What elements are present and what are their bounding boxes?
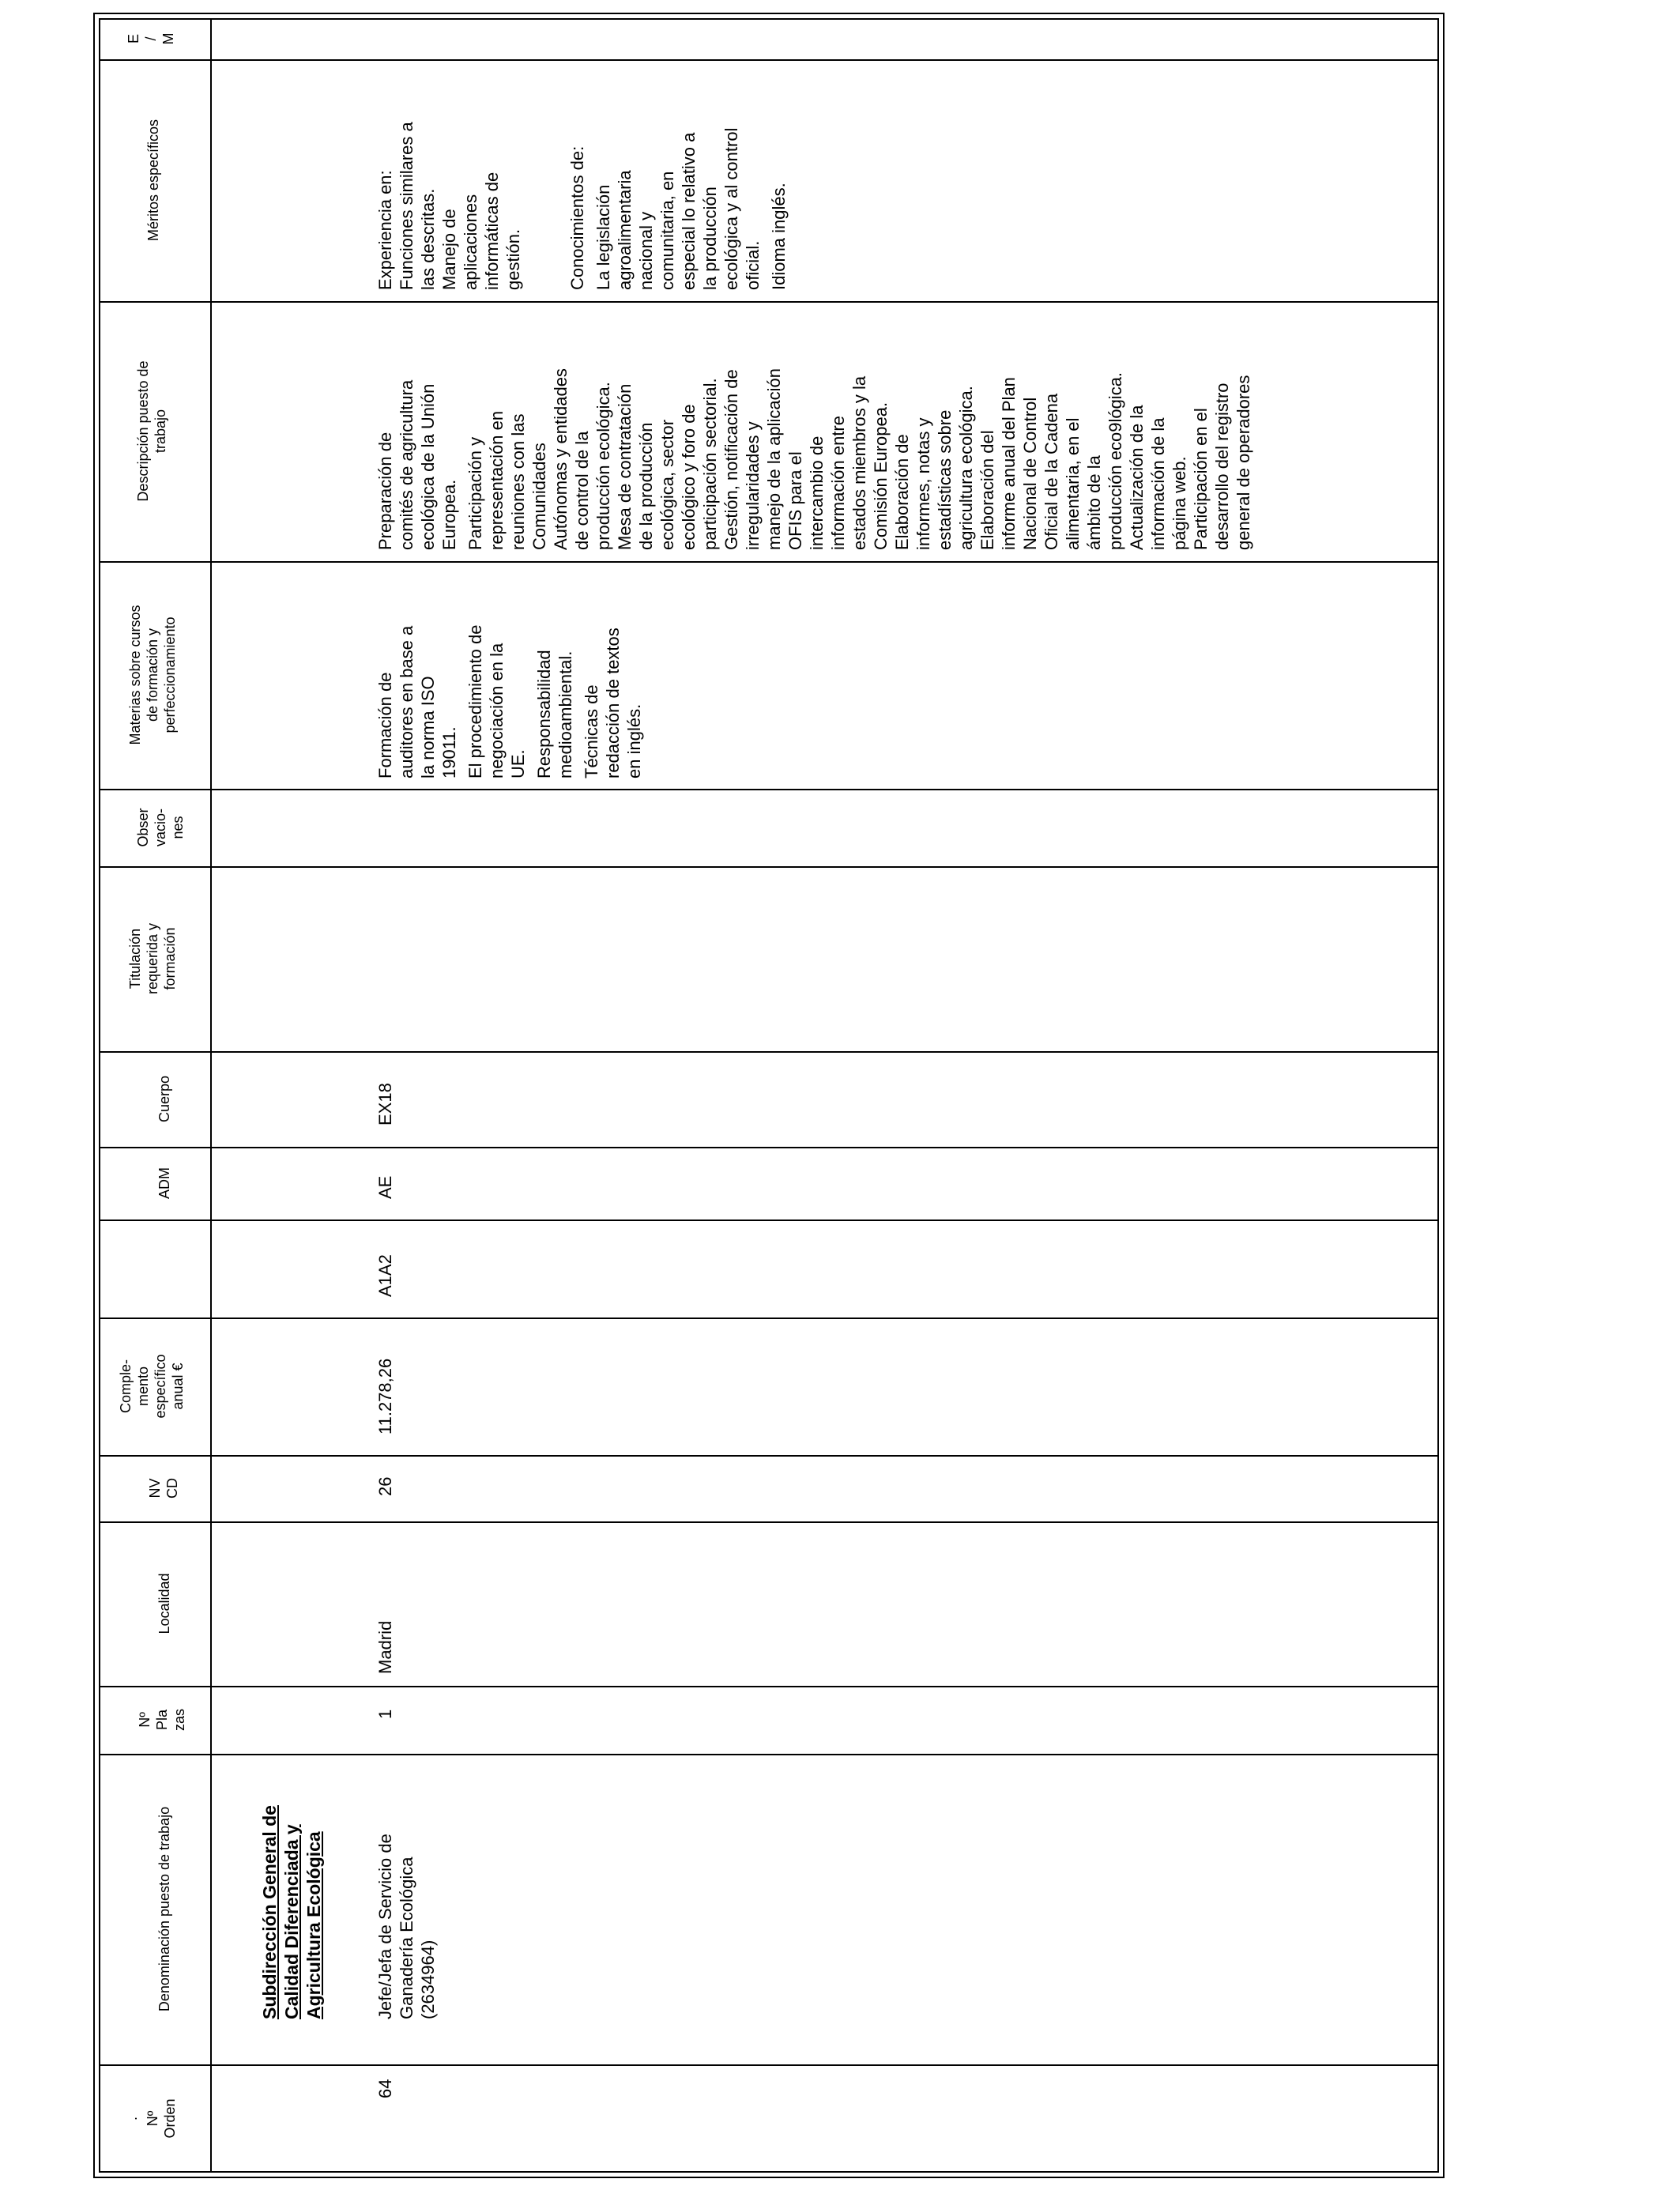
header-descripcion-line: Descripción puesto de bbox=[135, 360, 151, 502]
descripcion-item bbox=[465, 316, 614, 550]
descripcion-line: OFIS para el bbox=[785, 451, 805, 550]
meritos-line: informáticas de bbox=[482, 172, 502, 290]
header-descripcion-line: trabajo bbox=[153, 409, 168, 454]
materias-item bbox=[375, 573, 460, 778]
cell-adm bbox=[375, 1159, 396, 1199]
meritos-line: oficial. bbox=[743, 240, 763, 290]
descripcion-line: Actualización de la bbox=[1127, 405, 1147, 550]
descripcion-line: Europea. bbox=[439, 479, 459, 550]
section-title-line: Calidad Diferenciada y bbox=[281, 1824, 302, 2019]
col-sep-materias bbox=[99, 789, 1439, 790]
descripcion-line: de la producción bbox=[636, 422, 656, 550]
descripcion-item bbox=[375, 316, 460, 550]
meritos-line: Experiencia en: bbox=[375, 170, 395, 290]
materias-line: en inglés. bbox=[624, 703, 644, 778]
descripcion-line: irregularidades y bbox=[743, 421, 763, 550]
cell-nivel bbox=[375, 1457, 396, 1496]
denominacion-line: Ganadería Ecológica bbox=[397, 1857, 416, 2019]
meritos-item bbox=[593, 61, 763, 290]
header-titulacion-line: requerida y bbox=[145, 922, 160, 995]
meritos-line: La legislación bbox=[593, 184, 613, 290]
denominacion-line: Jefe/Jefa de Servicio de bbox=[375, 1834, 395, 2019]
cell-grupo bbox=[375, 1234, 396, 1297]
col-sep-meritos bbox=[99, 301, 1439, 303]
meritos-line: las descritas. bbox=[418, 188, 438, 290]
descripcion-line: Oficial de la Cadena bbox=[1042, 393, 1061, 550]
header-meritos bbox=[145, 59, 162, 301]
descripcion-line: estados miembros y la bbox=[849, 375, 869, 550]
descripcion-item bbox=[1190, 316, 1254, 550]
plazas-value: 1 bbox=[375, 1709, 395, 1719]
materias-line: negociación en la bbox=[487, 643, 507, 778]
meritos-line: ecológica y al control bbox=[721, 127, 741, 290]
materias-line: 19011. bbox=[439, 726, 459, 778]
header-adm bbox=[156, 1147, 173, 1220]
descripcion-line: página web. bbox=[1170, 456, 1189, 550]
cell-meritos bbox=[375, 61, 789, 290]
descripcion-line: comités de agricultura bbox=[397, 379, 416, 550]
meritos-line: Funciones similares a bbox=[397, 122, 416, 290]
col-sep-adm bbox=[99, 1220, 1439, 1221]
materias-line: UE. bbox=[508, 749, 528, 778]
descripcion-item bbox=[977, 316, 1126, 550]
descripcion-line: alimentaria, en el bbox=[1063, 417, 1083, 550]
descripcion-line: información de la bbox=[1148, 417, 1168, 550]
col-sep-cuerpo bbox=[99, 1147, 1439, 1148]
header-plazas-line: zas bbox=[171, 1709, 187, 1732]
descripcion-line: ecológica, sector bbox=[657, 419, 677, 550]
col-sep-nivel bbox=[99, 1521, 1439, 1523]
descripcion-line: información entre bbox=[828, 416, 848, 550]
descripcion-line: de control de la bbox=[572, 431, 592, 550]
header-localidad bbox=[156, 1521, 173, 1686]
header-materias bbox=[126, 561, 179, 789]
meritos-line: aplicaciones bbox=[461, 194, 480, 290]
descripcion-line: Mesa de contratación bbox=[615, 383, 635, 550]
header-orden bbox=[126, 2064, 179, 2173]
descripcion-line: informe anual del Plan bbox=[999, 377, 1019, 550]
descripcion-line: producción ecológica. bbox=[593, 382, 613, 550]
header-plazas bbox=[136, 1686, 188, 1754]
descripcion-line: agricultura ecológica. bbox=[956, 386, 976, 550]
descripcion-item bbox=[614, 316, 721, 550]
header-complemento-line: anual € bbox=[170, 1363, 186, 1410]
header-meritos-line: Méritos específicos bbox=[145, 119, 161, 242]
descripcion-line: manejo de la aplicación bbox=[764, 368, 784, 550]
col-sep-localidad bbox=[99, 1686, 1439, 1687]
descripcion-item bbox=[891, 316, 977, 550]
meritos-item bbox=[439, 61, 524, 290]
meritos-line: Conocimientos de: bbox=[567, 145, 587, 290]
meritos-line: Manejo de bbox=[439, 209, 459, 290]
orden-value: 64 bbox=[375, 2079, 395, 2098]
header-divider bbox=[210, 18, 212, 2173]
descripcion-line: participación sectorial. bbox=[700, 378, 720, 550]
header-denominacion bbox=[156, 1754, 173, 2064]
denominacion-line: (2634964) bbox=[418, 1940, 438, 2019]
descripcion-line: estadísticas sobre bbox=[935, 409, 955, 550]
descripcion-line: Elaboración de bbox=[892, 434, 912, 550]
cell-materias bbox=[375, 573, 645, 778]
descripcion-line: Participación y bbox=[465, 436, 485, 550]
col-sep-complemento bbox=[99, 1455, 1439, 1457]
header-em-line: / bbox=[143, 36, 159, 41]
meritos-line: comunitaria, en bbox=[657, 171, 677, 290]
section-title-line: Agricultura Ecológica bbox=[303, 1831, 324, 2019]
materias-line: la norma ISO bbox=[418, 676, 438, 778]
header-complemento-line: mento bbox=[135, 1366, 151, 1407]
cell-localidad bbox=[375, 1595, 396, 1674]
descripcion-line: Participación en el bbox=[1191, 408, 1211, 550]
cell-plazas bbox=[375, 1687, 396, 1719]
cell-cuerpo bbox=[375, 1070, 396, 1125]
header-observaciones-line: Obser bbox=[135, 808, 151, 847]
header-titulacion bbox=[126, 866, 179, 1051]
meritos-item bbox=[396, 61, 439, 290]
col-sep-observaciones bbox=[99, 866, 1439, 868]
meritos-line: Idioma inglés. bbox=[769, 183, 789, 290]
header-localidad-line: Localidad bbox=[156, 1573, 172, 1634]
descripcion-line: Autónomas y entidades bbox=[551, 368, 571, 550]
materias-line: El procedimiento de bbox=[465, 624, 485, 778]
cuerpo-value: EX18 bbox=[375, 1083, 395, 1125]
header-plazas-line: Nº bbox=[137, 1712, 153, 1728]
adm-value: AE bbox=[375, 1175, 395, 1199]
descripcion-line: representación en bbox=[487, 410, 507, 550]
complemento-value: 11.278,26 bbox=[375, 1358, 395, 1434]
header-materias-line: perfeccionamiento bbox=[162, 616, 178, 733]
meritos-spacer bbox=[524, 61, 567, 290]
materias-line: Formación de bbox=[375, 672, 395, 778]
materias-item bbox=[465, 573, 529, 778]
materias-item bbox=[581, 573, 645, 778]
descripcion-line: Elaboración del bbox=[977, 430, 997, 550]
header-orden-line: Orden bbox=[162, 2098, 178, 2139]
header-titulacion-line: Titulación bbox=[127, 928, 143, 990]
header-complemento-line: específico bbox=[153, 1354, 168, 1419]
descripcion-line: general de operadores bbox=[1234, 375, 1253, 550]
cell-descripcion bbox=[375, 316, 1254, 550]
descripcion-line: Comunidades bbox=[529, 443, 549, 550]
header-em-line: M bbox=[160, 32, 176, 45]
nivel-value: 26 bbox=[375, 1476, 395, 1496]
materias-line: auditores en base a bbox=[397, 625, 416, 778]
materias-line: medioambiental. bbox=[556, 650, 575, 778]
descripcion-line: Nacional de Control bbox=[1020, 397, 1040, 550]
header-nivel-line: NV bbox=[147, 1478, 163, 1498]
header-nivel-line: CD bbox=[164, 1478, 180, 1498]
section-title bbox=[258, 1751, 325, 2019]
descripcion-line: Preparación de bbox=[375, 432, 395, 550]
header-observaciones bbox=[134, 789, 186, 866]
header-orden-line: Nº bbox=[145, 2110, 160, 2127]
descripcion-line: producción eco9lógica. bbox=[1106, 371, 1125, 550]
meritos-item bbox=[567, 61, 588, 290]
meritos-line: la producción bbox=[700, 187, 720, 290]
header-materias-line: Materias sobre cursos bbox=[127, 605, 143, 745]
header-cuerpo-line: Cuerpo bbox=[156, 1075, 172, 1123]
header-em-line: E bbox=[126, 34, 141, 44]
header-descripcion bbox=[134, 301, 169, 561]
meritos-item bbox=[375, 61, 396, 290]
localidad-value: Madrid bbox=[375, 1620, 395, 1674]
section-title-line: Subdirección General de bbox=[259, 1805, 280, 2019]
meritos-line: gestión. bbox=[503, 228, 523, 290]
descripcion-line: ámbito de la bbox=[1084, 455, 1104, 550]
meritos-item bbox=[768, 61, 789, 290]
col-sep-titulacion bbox=[99, 1051, 1439, 1053]
header-denominacion-line: Denominación puesto de trabajo bbox=[156, 1806, 172, 2012]
meritos-line: especial lo relativo a bbox=[679, 132, 699, 290]
descripcion-line: ecológico y foro de bbox=[679, 404, 699, 550]
descripcion-line: ecológica de la Unión bbox=[418, 383, 438, 550]
descripcion-line: desarrollo del registro bbox=[1212, 383, 1232, 550]
col-sep-denominacion bbox=[99, 2064, 1439, 2066]
descripcion-line: Gestión, notificación de bbox=[721, 369, 741, 550]
materias-line: redacción de textos bbox=[603, 628, 623, 778]
header-adm-line: ADM bbox=[156, 1167, 172, 1199]
meritos-line: nacional y bbox=[636, 211, 656, 290]
header-observaciones-line: vacio- bbox=[153, 809, 168, 847]
cell-orden bbox=[375, 2051, 396, 2098]
materias-line: Responsabilidad bbox=[534, 650, 554, 778]
header-cuerpo bbox=[156, 1051, 173, 1147]
header-em bbox=[125, 18, 177, 59]
grupo-value: A1A2 bbox=[375, 1254, 395, 1297]
col-sep-descripcion bbox=[99, 561, 1439, 563]
header-complemento bbox=[117, 1318, 186, 1455]
descripcion-line: Comisión Europea. bbox=[871, 401, 891, 550]
descripcion-line: informes, notas y bbox=[913, 417, 933, 550]
header-plazas-line: Pla bbox=[154, 1710, 170, 1731]
cell-complemento bbox=[375, 1324, 396, 1434]
materias-item bbox=[533, 573, 576, 778]
header-observaciones-line: nes bbox=[170, 816, 186, 839]
descripcion-item bbox=[721, 316, 891, 550]
header-nivel bbox=[146, 1455, 181, 1521]
header-titulacion-line: formación bbox=[162, 927, 178, 990]
header-orden-line: · bbox=[127, 2116, 143, 2121]
header-materias-line: de formación y bbox=[145, 628, 160, 722]
descripcion-line: intercambio de bbox=[807, 435, 827, 550]
descripcion-item bbox=[1126, 316, 1190, 550]
col-sep-gr bbox=[99, 1318, 1439, 1319]
cell-denominacion bbox=[375, 1751, 439, 2019]
materias-line: Técnicas de bbox=[582, 684, 601, 778]
meritos-line: agroalimentaria bbox=[615, 170, 635, 290]
descripcion-line: reuniones con las bbox=[508, 413, 528, 550]
header-complemento-line: Comple- bbox=[118, 1359, 134, 1414]
